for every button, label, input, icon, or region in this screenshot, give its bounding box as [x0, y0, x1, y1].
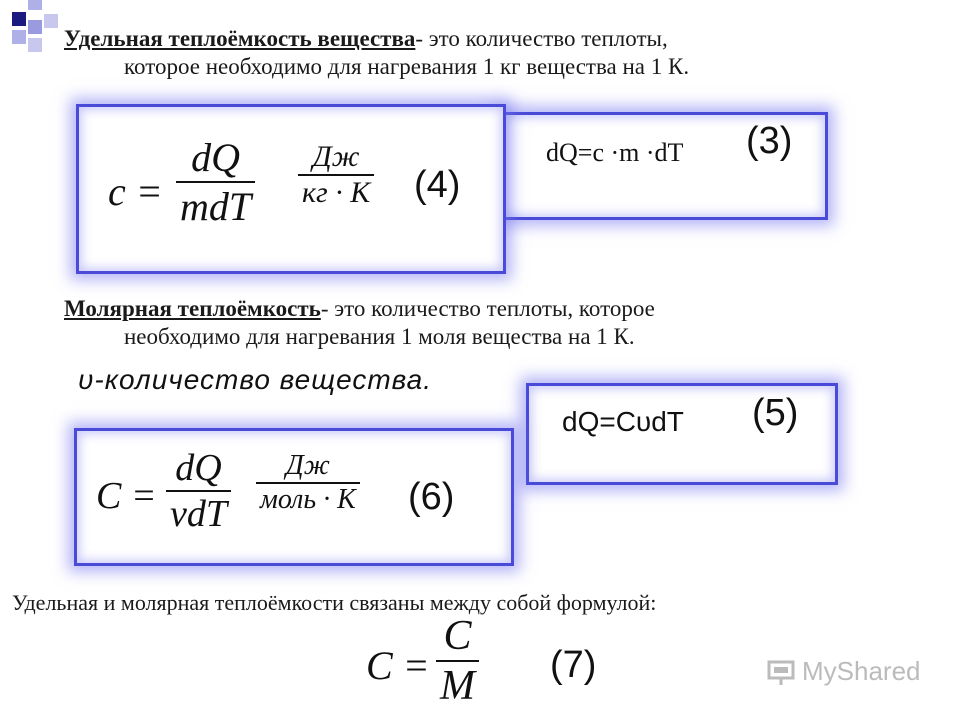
eq4-lhs: c =	[108, 169, 163, 214]
molar-heat-term: Молярная теплоёмкость	[64, 296, 321, 321]
corner-square	[28, 0, 42, 10]
corner-square	[28, 20, 42, 34]
eq7-fraction	[436, 612, 479, 710]
eq6-denominator: νdT	[170, 493, 227, 535]
nu-note: υ-количество вещества.	[78, 364, 433, 395]
presentation-icon	[766, 658, 796, 688]
eq4-numerator: dQ	[191, 135, 241, 180]
corner-square	[28, 38, 42, 52]
eq7-denominator: M	[440, 663, 475, 709]
eq4-unit-numerator: Дж	[312, 140, 360, 173]
label-7: (7)	[550, 644, 597, 686]
label-4: (4)	[414, 164, 461, 206]
eq6-unit-fraction	[256, 450, 360, 516]
watermark-text: MyShared	[802, 656, 921, 686]
molar-heat-def-line1: - это количество теплоты, которое	[320, 296, 655, 321]
molar-heat-def-line2: необходимо для нагревания 1 моля вещества на 1 К.	[124, 324, 635, 349]
specific-heat-term: Удельная теплоёмкость вещества	[64, 26, 416, 51]
eq6-unit-numerator: Дж	[285, 450, 330, 481]
eq6-numerator: dQ	[175, 447, 222, 489]
relation-text: Удельная и молярная теплоёмкости связаны между собой формулой:	[12, 590, 657, 615]
eq4-fraction	[176, 134, 255, 230]
eq7-numerator: C	[443, 613, 472, 659]
eq4-unit-denominator: кг · К	[302, 176, 371, 209]
label-5: (5)	[752, 392, 799, 434]
specific-heat-def-line2: которое необходимо для нагревания 1 кг вещества на 1 К.	[124, 54, 690, 79]
specific-heat-def-line1: - это количество теплоты,	[415, 26, 668, 51]
formula-3: dQ=c ·m ·dT	[546, 138, 684, 167]
eq6-fraction	[166, 446, 231, 536]
label-3: (3)	[746, 120, 793, 162]
eq4-unit-fraction	[298, 140, 374, 210]
specific-heat-definition	[64, 26, 944, 52]
corner-square	[12, 30, 26, 44]
corner-square	[12, 12, 26, 26]
eq6-lhs: C =	[96, 475, 157, 517]
eq4-denominator: mdT	[180, 184, 252, 229]
eq7-lhs: C =	[366, 643, 430, 688]
eq6-unit-denominator: моль · К	[260, 484, 356, 515]
label-6: (6)	[408, 476, 455, 518]
formula-5: dQ=CυdT	[562, 406, 684, 437]
corner-square	[44, 14, 58, 28]
molar-heat-definition	[64, 296, 944, 322]
